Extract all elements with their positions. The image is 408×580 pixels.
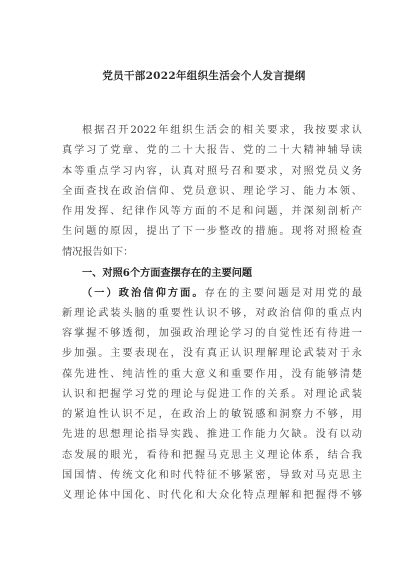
subsection-line-3: 步加强。主要表现在，没有真正认识理解理论武装对于永 <box>62 348 362 360</box>
subsection-line-2: 容掌握不够透彻，加强政治理论学习的自觉性还有待进一 <box>62 327 362 339</box>
subsection-line-9: 国国情、传统文化和时代特征不够紧密，导致对马克思主 <box>62 470 362 482</box>
intro-line-4: 全面查找在政治信仰、党员意识、理论学习、能力本领、 <box>62 185 362 197</box>
document-body <box>62 121 362 507</box>
subsection-line-6: 的紧迫性认识不足，在政治上的敏锐感和洞察力不够，用 <box>62 409 362 421</box>
subsection-line-10: 义理论体中国化、时代化和大众化特点理解和把握得不够 <box>62 490 362 502</box>
subsection-first-line <box>62 283 362 303</box>
subsection-line-4: 葆先进性、纯洁性的重大意义和重要作用，没有能够清楚 <box>62 368 362 380</box>
subsection-line-5: 认识和把握学习党的理论与促进工作的关系。对理论武装 <box>62 388 362 400</box>
subsection-line-7: 先进的思想理论指导实践、推进工作能力欠缺。没有以动 <box>62 429 362 441</box>
intro-line-6: 生问题的原因，提出了下一步整改的措施。现将对照检查 <box>62 226 362 238</box>
document-title: 党员干部2022年组织生活会个人发言提纲 <box>102 70 306 82</box>
intro-line-2: 真学习了党章、党的二十大报告、党的二十大精神辅导读 <box>62 145 362 157</box>
subsection-lead: （一）政治信仰方面。 <box>82 287 205 300</box>
subsection-first-line-rest: 存在的主要问题是对用党的最 <box>204 288 363 300</box>
intro-line-1: 根据召开2022年组织生活会的相关要求，我按要求认 <box>82 125 362 136</box>
subsection-line-1: 新理论武装头脑的重要性认识不够，对政治信仰的重点内 <box>62 307 362 319</box>
intro-line-7: 情况报告如下： <box>62 246 134 258</box>
intro-line-5: 作用发挥、纪律作风等方面的不足和问题，并深刻剖析产 <box>62 206 362 218</box>
intro-line-3: 本等重点学习内容，认真对照号召和要求，对照党员义务 <box>62 165 362 177</box>
subsection-line-8: 态发展的眼光，看待和把握马克思主义理论体系，结合我 <box>62 449 362 461</box>
section-heading: 一、对照6个方面查摆存在的主要问题 <box>82 267 253 280</box>
